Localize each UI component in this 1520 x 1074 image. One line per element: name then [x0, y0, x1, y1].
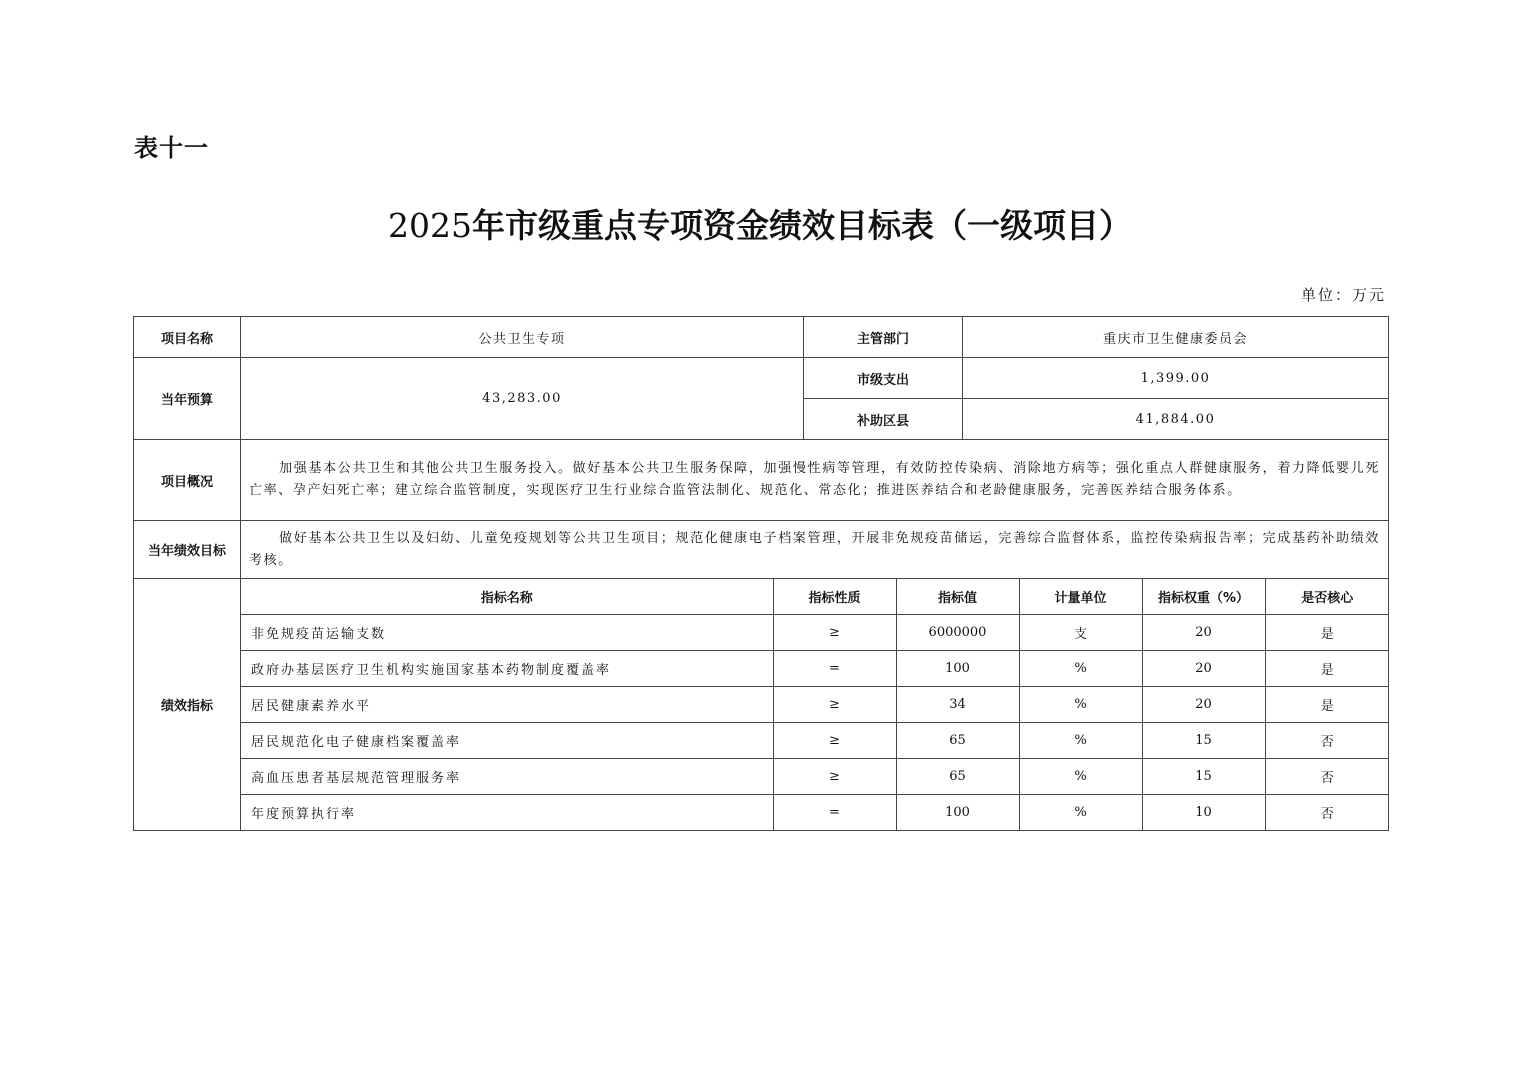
indicator-name: 年度预算执行率 [241, 795, 773, 831]
header-measure-unit: 计量单位 [1019, 579, 1142, 615]
indicators-row [134, 579, 1389, 831]
table-row [241, 615, 1389, 651]
indicator-core: 否 [1265, 759, 1389, 795]
county-subsidy-label: 补助区县 [804, 399, 963, 440]
indicator-core: 是 [1265, 651, 1389, 687]
unit-note: 单位：万元 [1300, 286, 1386, 304]
indicator-name: 居民健康素养水平 [241, 687, 773, 723]
indicator-weight: 15 [1142, 759, 1265, 795]
indicator-weight: 20 [1142, 615, 1265, 651]
indicator-value: 34 [896, 687, 1019, 723]
goal-text: 做好基本公共卫生以及妇幼、儿童免疫规划等公共卫生项目；规范化健康电子档案管理，开展非免规疫苗储运，完善综合监督体系，监控传染病报告率；完成基药补助绩效考核。 [249, 530, 1381, 568]
indicators-header-row [241, 579, 1389, 615]
indicator-name: 非免规疫苗运输支数 [241, 615, 773, 651]
budget-label: 当年预算 [134, 358, 241, 440]
dept-label: 主管部门 [804, 317, 963, 358]
table-row [241, 687, 1389, 723]
indicator-core: 否 [1265, 795, 1389, 831]
header-indicator-name: 指标名称 [241, 579, 773, 615]
overview-cell [241, 440, 1389, 521]
overview-label: 项目概况 [134, 440, 241, 521]
indicator-unit: % [1019, 759, 1142, 795]
project-name-label: 项目名称 [134, 317, 241, 358]
dept-value: 重庆市卫生健康委员会 [963, 317, 1389, 358]
budget-row [134, 358, 1389, 399]
indicator-nature: ≥ [773, 687, 896, 723]
indicator-weight: 15 [1142, 723, 1265, 759]
indicator-name: 高血压患者基层规范管理服务率 [241, 759, 773, 795]
indicator-core: 是 [1265, 687, 1389, 723]
indicator-value: 65 [896, 759, 1019, 795]
indicator-unit: % [1019, 795, 1142, 831]
indicator-weight: 20 [1142, 687, 1265, 723]
indicator-nature: = [773, 795, 896, 831]
indicator-name: 居民规范化电子健康档案覆盖率 [241, 723, 773, 759]
table-row [241, 795, 1389, 831]
table-row [241, 651, 1389, 687]
goal-row [134, 521, 1389, 579]
project-name-value: 公共卫生专项 [241, 317, 804, 358]
title-text: 年市级重点专项资金绩效目标表（一级项目） [471, 206, 1132, 245]
indicator-unit: 支 [1019, 615, 1142, 651]
table-row [241, 759, 1389, 795]
city-expense-value: 1,399.00 [963, 358, 1389, 399]
indicator-nature: ≥ [773, 759, 896, 795]
indicators-table [241, 579, 1389, 830]
indicators-cell [241, 579, 1389, 831]
indicator-value: 100 [896, 651, 1019, 687]
header-is-core: 是否核心 [1265, 579, 1389, 615]
project-name-row [134, 317, 1389, 358]
indicator-nature: ≥ [773, 723, 896, 759]
overview-row [134, 440, 1389, 521]
title-year: 2025 [388, 206, 472, 245]
indicator-nature: ≥ [773, 615, 896, 651]
goal-cell [241, 521, 1389, 579]
indicator-core: 是 [1265, 615, 1389, 651]
header-indicator-weight: 指标权重（%） [1142, 579, 1265, 615]
document-title [0, 200, 1520, 247]
indicator-unit: % [1019, 687, 1142, 723]
table-row [241, 723, 1389, 759]
table-number-label: 表十一 [134, 134, 209, 162]
indicator-weight: 10 [1142, 795, 1265, 831]
indicator-value: 6000000 [896, 615, 1019, 651]
overview-text: 加强基本公共卫生和其他公共卫生服务投入。做好基本公共卫生服务保障，加强慢性病等管理，有效防控传染病、消除地方病等；强化重点人群健康服务，着力降低婴儿死亡率、孕产妇死亡率；建立综合监管制度，实现医疗卫生行业综合监管法制化、规范化、常态化；推进医养结合和老龄健康服务，完善医养结合服务体系。 [249, 461, 1381, 498]
goal-label: 当年绩效目标 [134, 521, 241, 579]
indicator-core: 否 [1265, 723, 1389, 759]
header-indicator-value: 指标值 [896, 579, 1019, 615]
indicator-weight: 20 [1142, 651, 1265, 687]
city-expense-label: 市级支出 [804, 358, 963, 399]
header-indicator-nature: 指标性质 [773, 579, 896, 615]
budget-value: 43,283.00 [241, 358, 804, 440]
indicator-value: 65 [896, 723, 1019, 759]
indicators-section-label: 绩效指标 [134, 579, 241, 831]
indicator-name: 政府办基层医疗卫生机构实施国家基本药物制度覆盖率 [241, 651, 773, 687]
indicator-value: 100 [896, 795, 1019, 831]
county-subsidy-value: 41,884.00 [963, 399, 1389, 440]
performance-target-table [133, 316, 1389, 831]
indicator-unit: % [1019, 651, 1142, 687]
indicator-nature: = [773, 651, 896, 687]
indicator-unit: % [1019, 723, 1142, 759]
